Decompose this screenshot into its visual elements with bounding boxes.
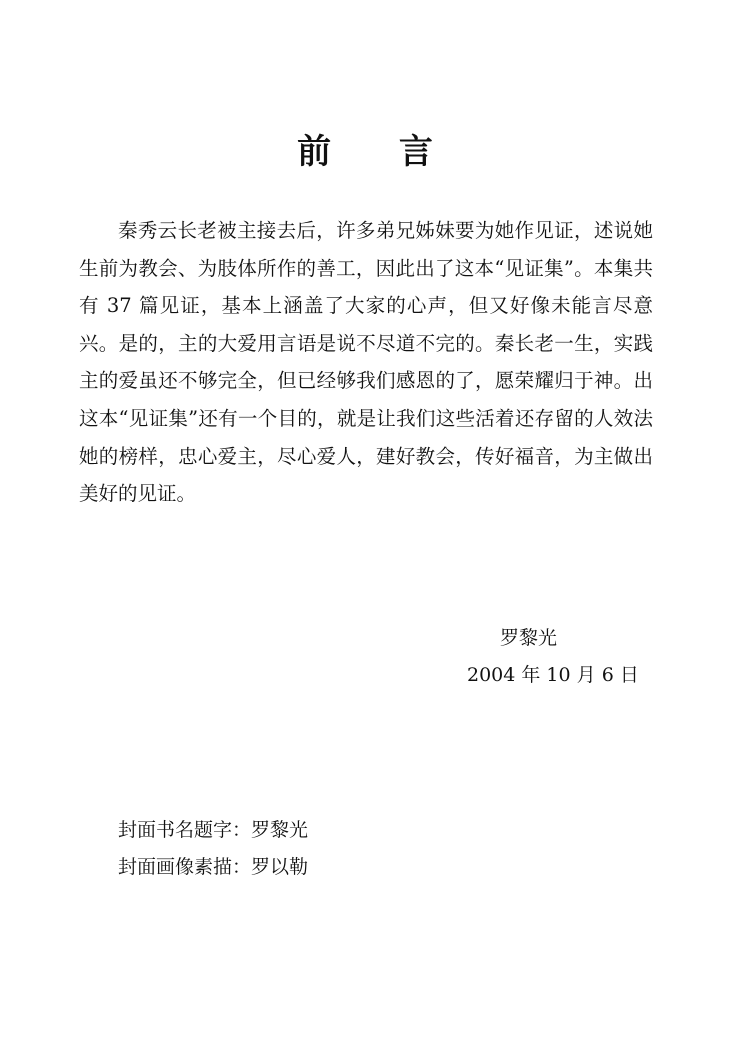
- signature-date: 2004 年 10 月 6 日: [467, 664, 639, 686]
- credit-calligraphy: 封面书名题字：罗黎光: [118, 819, 309, 841]
- page-title: 前 言: [297, 132, 461, 172]
- credit-portrait: 封面画像素描：罗以勒: [118, 856, 309, 878]
- preface-paragraph: 秦秀云长老被主接去后，许多弟兄姊妹要为她作见证，述说她生前为教会、为肢体所作的善工，因此出了这本“见证集”。本集共有 37 篇见证，基本上涵盖了大家的心声，但又好像未能言尽意兴。是的，主的大爱用言语是说不尽道不完的。秦长老一生，实践主的爱虽还不够完全，但已经够我们感恩的了，愿荣耀归于神。出这本“见证集”还有一个目的，就是让我们这些活着还存留的人效法她的榜样，忠心爱主，尽心爱人，建好教会，传好福音，为主做出美好的见证。: [79, 219, 653, 506]
- signature-block: [440, 620, 640, 694]
- credits-block: [118, 812, 308, 886]
- signature-name: 罗黎光: [500, 627, 558, 649]
